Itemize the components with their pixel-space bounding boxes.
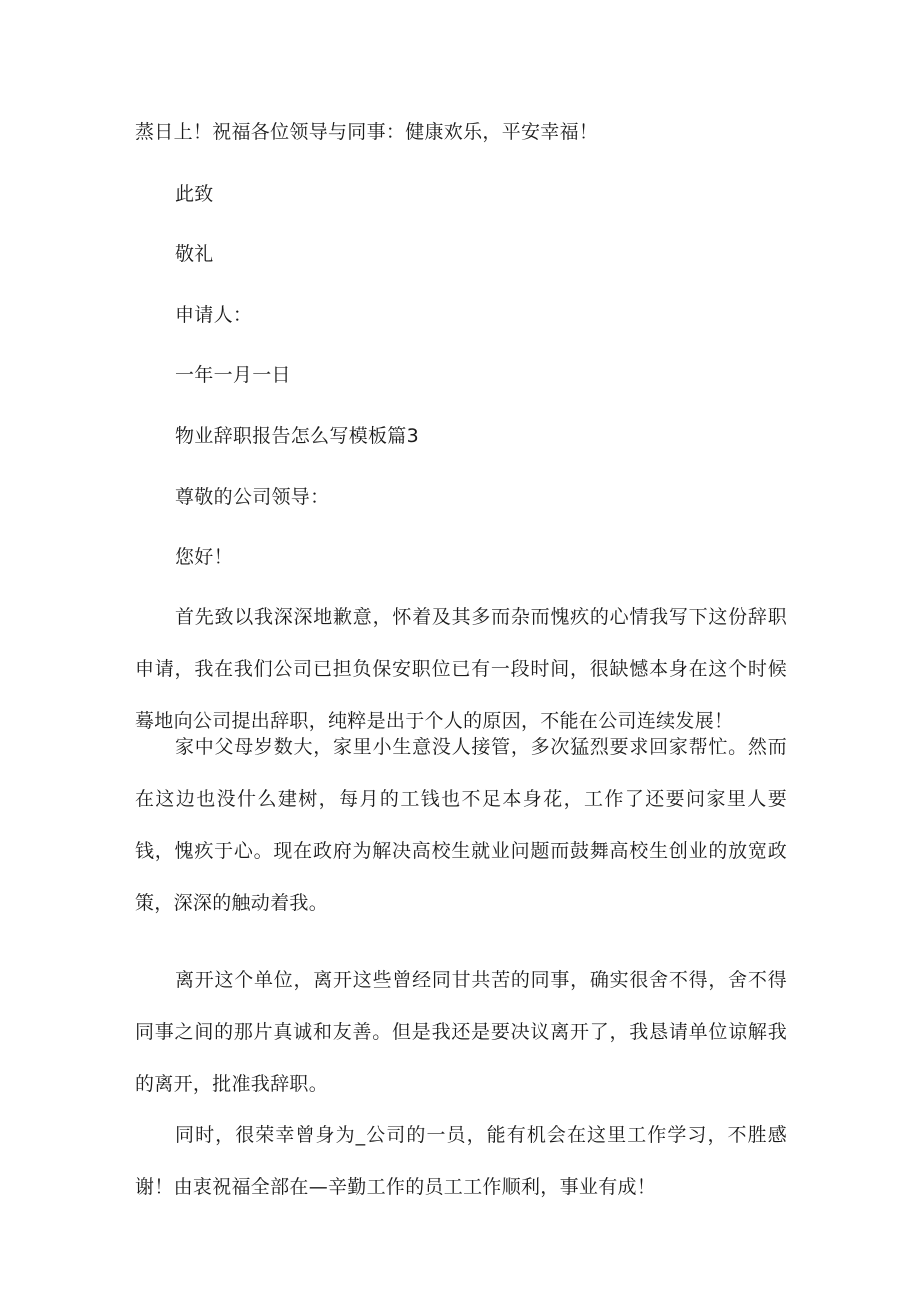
body-paragraph: 离开这个单位，离开这些曾经同甘共苦的同事，确实很舍不得，舍不得同事之间的那片真诚和友善。但是我还是要决议离开了，我恳请单位谅解我的离开，批准我辞职。: [135, 969, 787, 1095]
closing-salutation-jing-li: 敬礼: [175, 243, 214, 265]
date-placeholder: 一年一月一日: [175, 364, 291, 386]
body-paragraph: 家中父母岁数大，家里小生意没人接管，多次猛烈要求回家帮忙。然而在这边也没什么建树，每月的工钱也不足本身花，工作了还要问家里人要钱，愧疚于心。现在政府为解决高校生就业问题而鼓舞高校生创业的放宽政策，深深的触动着我。: [135, 736, 787, 914]
section-title: 物业辞职报告怎么写模板篇3: [175, 425, 419, 447]
body-paragraph: 首先致以我深深地歉意，怀着及其多而杂而愧疚的心情我写下这份辞职申请，我在我们公司已担负保安职位已有一段时间，很缺憾本身在这个时候蓦地向公司提出辞职，纯粹是出于个人的原因，不能在公司连续发展！: [135, 606, 787, 732]
body-paragraph: 同时，很荣幸曾身为_公司的一员，能有机会在这里工作学习，不胜感谢！由衷祝福全部在—辛勤工作的员工工作顺利，事业有成！: [135, 1124, 787, 1198]
closing-salutation-ci-zhi: 此致: [175, 183, 214, 205]
opening-line: 蒸日上！祝福各位领导与同事：健康欢乐，平安幸福！: [135, 121, 599, 143]
greeting-hello: 您好！: [175, 546, 233, 568]
greeting-recipient: 尊敬的公司领导：: [175, 486, 330, 508]
applicant-label: 申请人：: [175, 304, 253, 326]
